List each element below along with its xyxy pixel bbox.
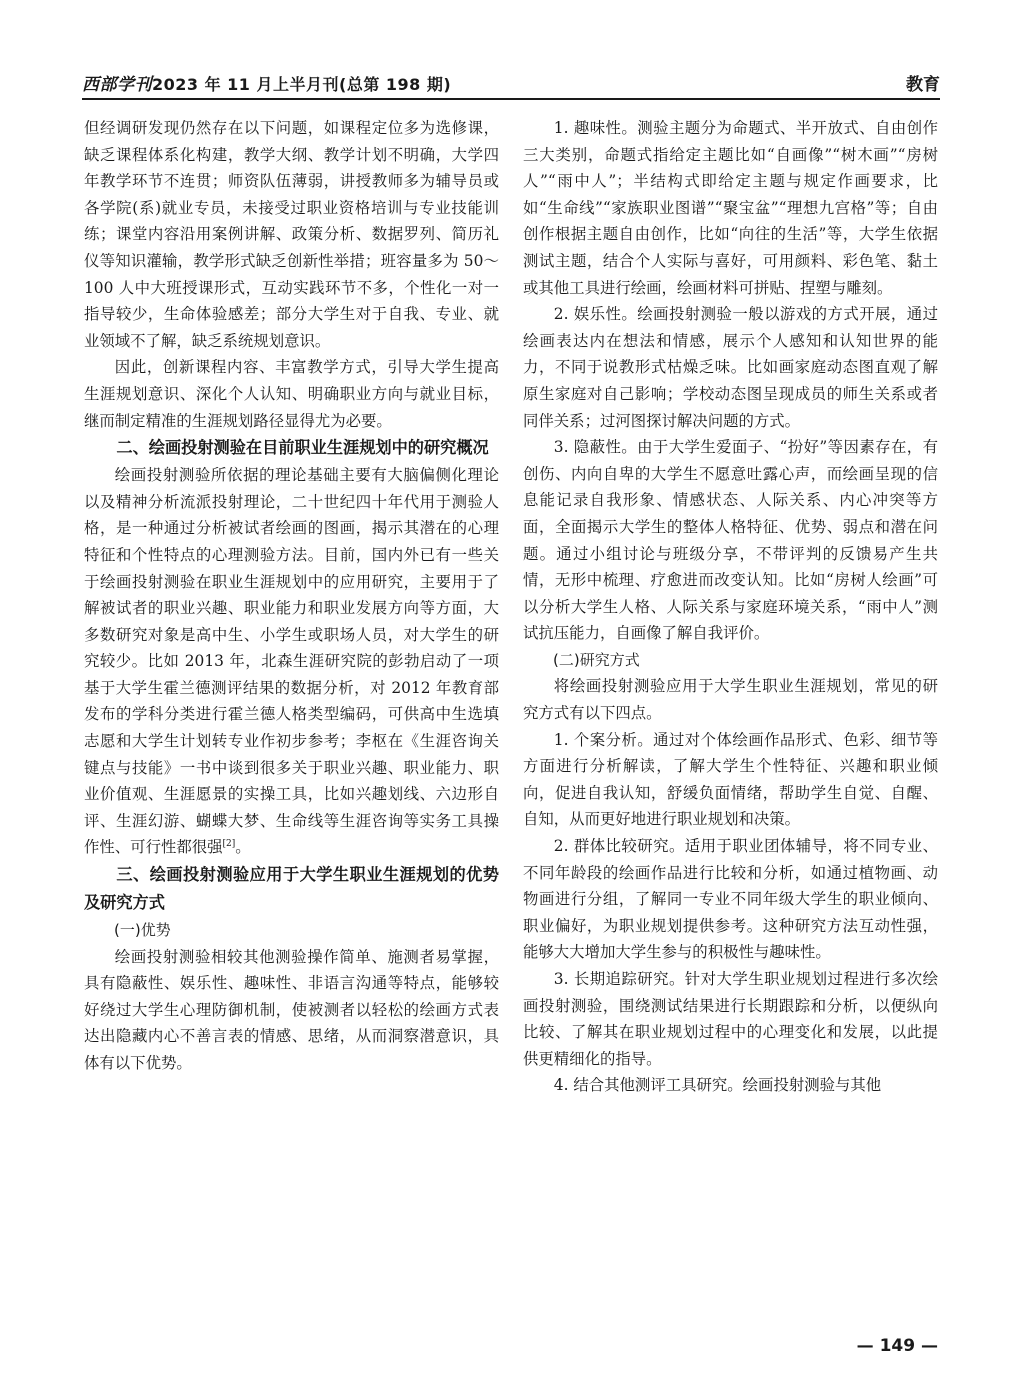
citation-ref: [2] (222, 839, 236, 850)
paragraph: 绘画投射测验相较其他测验操作简单、施测者易掌握，具有隐蔽性、娱乐性、趣味性、非语言沟通等特点，能够较好绕过大学生心理防御机制，使被测者以轻松的绘画方式表达出隐藏内心不善言表的情感、思绪，从而洞察潜意识，具体有以下优势。 (84, 947, 499, 1072)
paragraph: 将绘画投射测验应用于大学生职业生涯规划，常见的研究方式有以下四点。 (523, 677, 938, 723)
issue-info: 2023 年 11 月上半月刊(总第 198 期) (152, 75, 452, 94)
paragraph: 因此，创新课程内容、丰富教学方式，引导大学生提高生涯规划意识、深化个人认知、明确职业方向与就业目标，继而制定精准的生涯规划路径显得尤为必要。 (84, 358, 499, 430)
subsection-heading: (二)研究方式 (553, 650, 640, 669)
right-column (523, 115, 938, 1099)
section-label: 教育 (906, 75, 940, 95)
section-heading: 二、绘画投射测验在目前职业生涯规划中的研究概况 (116, 438, 489, 458)
paragraph: 1. 个案分析。通过对个体绘画作品形式、色彩、细节等方面进行分析解读，了解大学生个性特征、兴趣和职业倾向，促进自我认知，舒缓负面情绪，帮助学生自觉、自醒、自知，从而更好地进行职业规划和决策。 (523, 730, 938, 829)
paragraph: 2. 群体比较研究。适用于职业团体辅导，将不同专业、不同年龄段的绘画作品进行比较和分析，如通过植物画、动物画进行分组，了解同一专业不同年级大学生的职业倾向、职业偏好，为职业规划提供参考。这种研究方法互动性强，能够大大增加大学生参与的积极性与趣味性。 (523, 837, 938, 962)
paragraph: 1. 趣味性。测验主题分为命题式、半开放式、自由创作三大类别，命题式指给定主题比如“自画像”“树木画”“房树人”“雨中人”；半结构式即给定主题与规定作画要求，比如“生命线”“家族职业图谱”“聚宝盆”“理想九宫格”等；自由创作根据主题自由创作，比如“向往的生活”等，大学生依据测试主题，结合个人实际与喜好，可用颜料、彩色笔、黏土或其他工具进行绘画，绘画材料可拼贴、捏塑与雕刻。 (523, 119, 938, 297)
subsection-heading: (一)优势 (114, 921, 171, 940)
left-column (84, 115, 499, 1077)
section-heading: 三、绘画投射测验应用于大学生职业生涯规划的优势及研究方式 (84, 865, 499, 913)
paragraph-end: 。 (235, 838, 251, 857)
paragraph (84, 462, 499, 861)
paragraph: 3. 隐蔽性。由于大学生爱面子、“扮好”等因素存在，有创伤、内向自卑的大学生不愿意吐露心声，而绘画呈现的信息能记录自我形象、情感状态、人际关系、内心冲突等方面，全面揭示大学生的整体人格特征、优势、弱点和潜在问题。通过小组讨论与班级分享，不带评判的反馈易产生共情，无形中梳理、疗愈进而改变认知。比如“房树人绘画”可以分析大学生人格、人际关系与家庭环境关系，“雨中人”测试抗压能力，自画像了解自我评价。 (523, 438, 938, 643)
journal-logo: 西部学刊 (82, 75, 152, 95)
running-header (82, 70, 940, 100)
paragraph: 4. 结合其他测评工具研究。绘画投射测验与其他 (553, 1076, 882, 1095)
paragraph-text: 绘画投射测验所依据的理论基础主要有大脑偏侧化理论以及精神分析流派投射理论，二十世纪四十年代用于测验人格，是一种通过分析被试者绘画的图画，揭示其潜在的心理特征和个性特点的心理测验方法。目前，国内外已有一些关于绘画投射测验在职业生涯规划中的应用研究，主要用于了解被试者的职业兴趣、职业能力和职业发展方向等方面，大多数研究对象是高中生、小学生或职场人员，对大学生的研究较少。比如 2013 年，北森生涯研究院的彭勃启动了一项基于大学生霍兰德测评结果的数据分析，对 2012 年教育部发布的学科分类进行霍兰德人格类型编码，可供高中生选填志愿和大学生计划转专业作初步参考；李枢在《生涯咨询关键点与技能》一书中谈到很多关于职业兴趣、职业能力、职业价值观、生涯愿景的实操工具，比如兴趣划线、六边形自评、生涯幻游、蝴蝶大梦、生命线等生涯咨询等实务工具操作性、可行性都很强 (84, 466, 499, 857)
header-journal-issue (82, 70, 451, 95)
paragraph: 2. 娱乐性。绘画投射测验一般以游戏的方式开展，通过绘画表达内在想法和情感，展示个人感知和认知世界的能力，不同于说教形式枯燥乏味。比如画家庭动态图直观了解原生家庭对自己影响；学校动态图呈现成员的师生关系或者同伴关系；过河图探讨解决问题的方式。 (523, 305, 938, 430)
paragraph: 3. 长期追踪研究。针对大学生职业规划过程进行多次绘画投射测验，围绕测试结果进行长期跟踪和分析，以便纵向比较、了解其在职业规划过程中的心理变化和发展，以此提供更精细化的指导。 (523, 970, 938, 1068)
paragraph: 但经调研发现仍然存在以下问题，如课程定位多为选修课，缺乏课程体系化构建，教学大纲、教学计划不明确，大学四年教学环节不连贯；师资队伍薄弱，讲授教师多为辅导员或各学院(系)就业专员，未接受过职业资格培训与专业技能训练；课堂内容沿用案例讲解、政策分析、数据罗列、简历礼仪等知识灌输，教学形式缺乏创新性举措；班容量多为 50～100 人中大班授课形式，互动实践环节不多，个性化一对一指导较少，生命体验感差；部分大学生对于自我、专业、就业领域不了解，缺乏系统规划意识。 (84, 119, 499, 350)
page-number: — 149 — (856, 1336, 938, 1356)
